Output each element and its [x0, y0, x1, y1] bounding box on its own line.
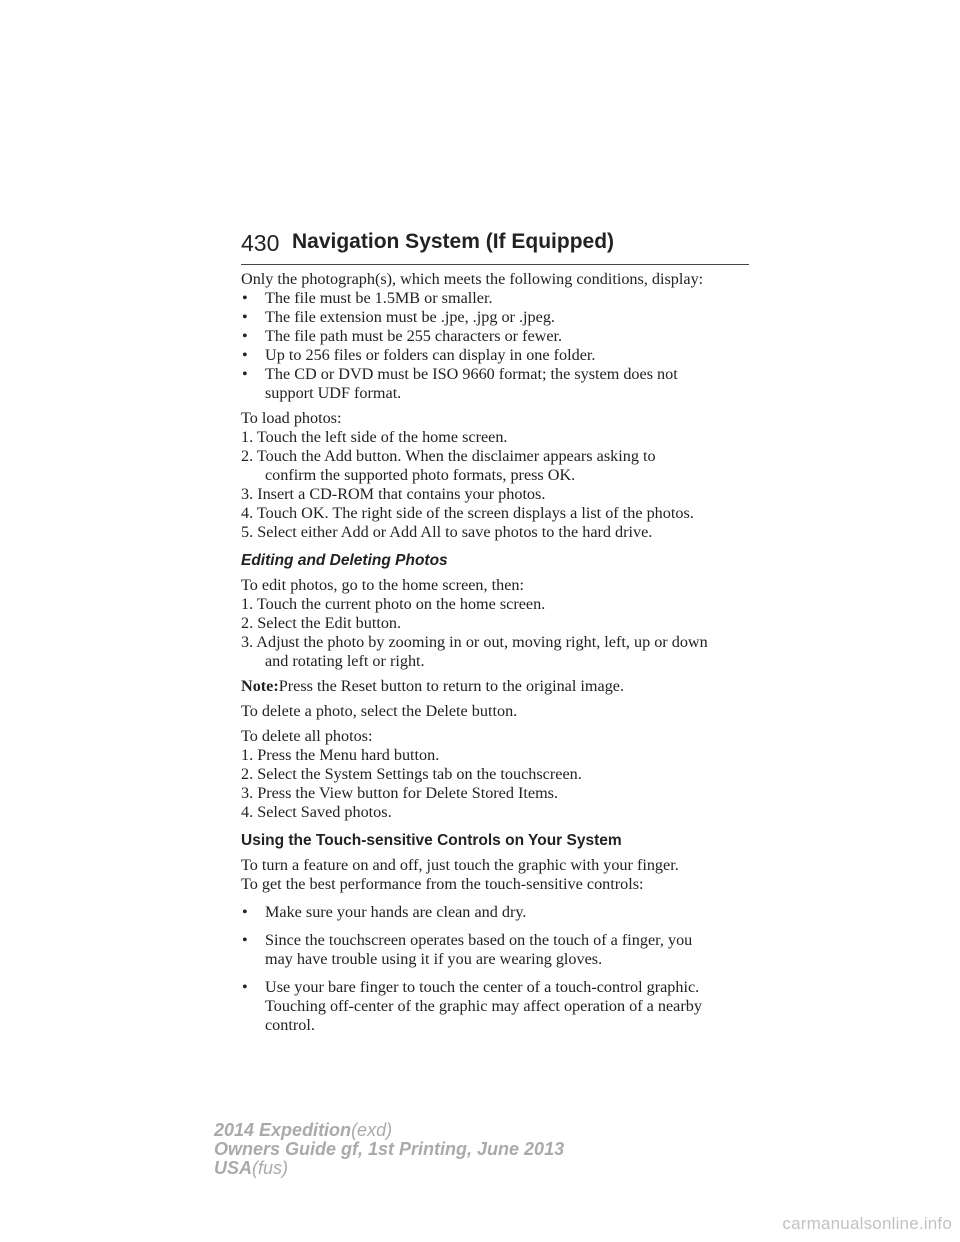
watermark: carmanualsonline.info: [782, 1214, 952, 1233]
bullet-icon: •: [242, 346, 248, 364]
list-item-continuation: may have trouble using it if you are wearing gloves.: [265, 950, 603, 968]
list-item: • The file must be 1.5MB or smaller.: [242, 289, 493, 307]
delete-all-intro: To delete all photos:: [241, 727, 373, 745]
load-intro: To load photos:: [241, 409, 342, 427]
footer-region: USA: [214, 1158, 253, 1178]
load-step-2-continuation: confirm the supported photo formats, press OK.: [265, 466, 576, 484]
note-text: Press the Reset button to return to the original image.: [278, 677, 625, 695]
list-item: • The file extension must be .jpe, .jpg or .jpeg.: [242, 308, 555, 326]
bullet-icon: •: [242, 903, 248, 921]
footer-guide: Owners Guide gf, 1st Printing, June 2013: [214, 1139, 565, 1159]
bullet-icon: •: [242, 931, 248, 949]
list-item: • Make sure your hands are clean and dry.: [242, 903, 527, 921]
list-item-continuation: control.: [265, 1016, 315, 1034]
note-label: Note:: [241, 677, 279, 695]
edit-intro: To edit photos, go to the home screen, then:: [241, 576, 524, 594]
bullet-icon: •: [242, 308, 248, 326]
page-footer: [214, 1121, 564, 1178]
list-item: • Use your bare finger to touch the center of a touch-control graphic.: [242, 978, 700, 996]
section-title: Navigation System (If Equipped): [292, 230, 615, 253]
list-item-continuation: Touching off-center of the graphic may affect operation of a nearby: [265, 997, 702, 1015]
page-header: [241, 230, 749, 265]
footer-region-code: (fus): [252, 1158, 289, 1178]
footer-model-code: (exd): [351, 1120, 393, 1140]
delete-step-2: 2. Select the System Settings tab on the touchscreen.: [241, 765, 582, 783]
editing-heading: Editing and Deleting Photos: [241, 552, 448, 569]
delete-step-4: 4. Select Saved photos.: [241, 803, 392, 821]
list-item: • The file path must be 255 characters or fewer.: [242, 327, 563, 345]
load-step-4: 4. Touch OK. The right side of the screen displays a list of the photos.: [241, 504, 694, 522]
edit-step-2: 2. Select the Edit button.: [241, 614, 402, 632]
load-step-2: 2. Touch the Add button. When the disclaimer appears asking to: [241, 447, 656, 465]
bullet-icon: •: [242, 365, 248, 383]
edit-step-1: 1. Touch the current photo on the home screen.: [241, 595, 546, 613]
edit-step-3: 3. Adjust the photo by zooming in or out, moving right, left, up or down: [241, 633, 708, 651]
delete-step-1: 1. Press the Menu hard button.: [241, 746, 440, 764]
bullet-icon: •: [242, 327, 248, 345]
page-content: [241, 270, 761, 1035]
list-item-continuation: support UDF format.: [265, 384, 402, 402]
edit-step-3-continuation: and rotating left or right.: [265, 652, 425, 670]
bullet-icon: •: [242, 978, 248, 996]
list-item: • The CD or DVD must be ISO 9660 format; the system does not: [242, 365, 678, 383]
footer-model: 2014 Expedition: [214, 1120, 352, 1140]
delete-one: To delete a photo, select the Delete button.: [241, 702, 518, 720]
note: [241, 677, 761, 696]
load-step-5: 5. Select either Add or Add All to save photos to the hard drive.: [241, 523, 653, 541]
load-step-3: 3. Insert a CD-ROM that contains your photos.: [241, 485, 546, 503]
conditions-intro: Only the photograph(s), which meets the following conditions, display:: [241, 270, 704, 288]
list-item: • Up to 256 files or folders can display in one folder.: [242, 346, 596, 364]
page-number: 430: [241, 230, 280, 256]
list-item: • Since the touchscreen operates based on the touch of a finger, you: [242, 931, 693, 949]
touch-intro-2: To get the best performance from the touch-sensitive controls:: [241, 875, 644, 893]
bullet-icon: •: [242, 289, 248, 307]
touch-heading: Using the Touch-sensitive Controls on Your System: [241, 832, 622, 849]
delete-step-3: 3. Press the View button for Delete Stored Items.: [241, 784, 559, 802]
load-step-1: 1. Touch the left side of the home screen.: [241, 428, 508, 446]
touch-intro-1: To turn a feature on and off, just touch the graphic with your finger.: [241, 856, 679, 874]
